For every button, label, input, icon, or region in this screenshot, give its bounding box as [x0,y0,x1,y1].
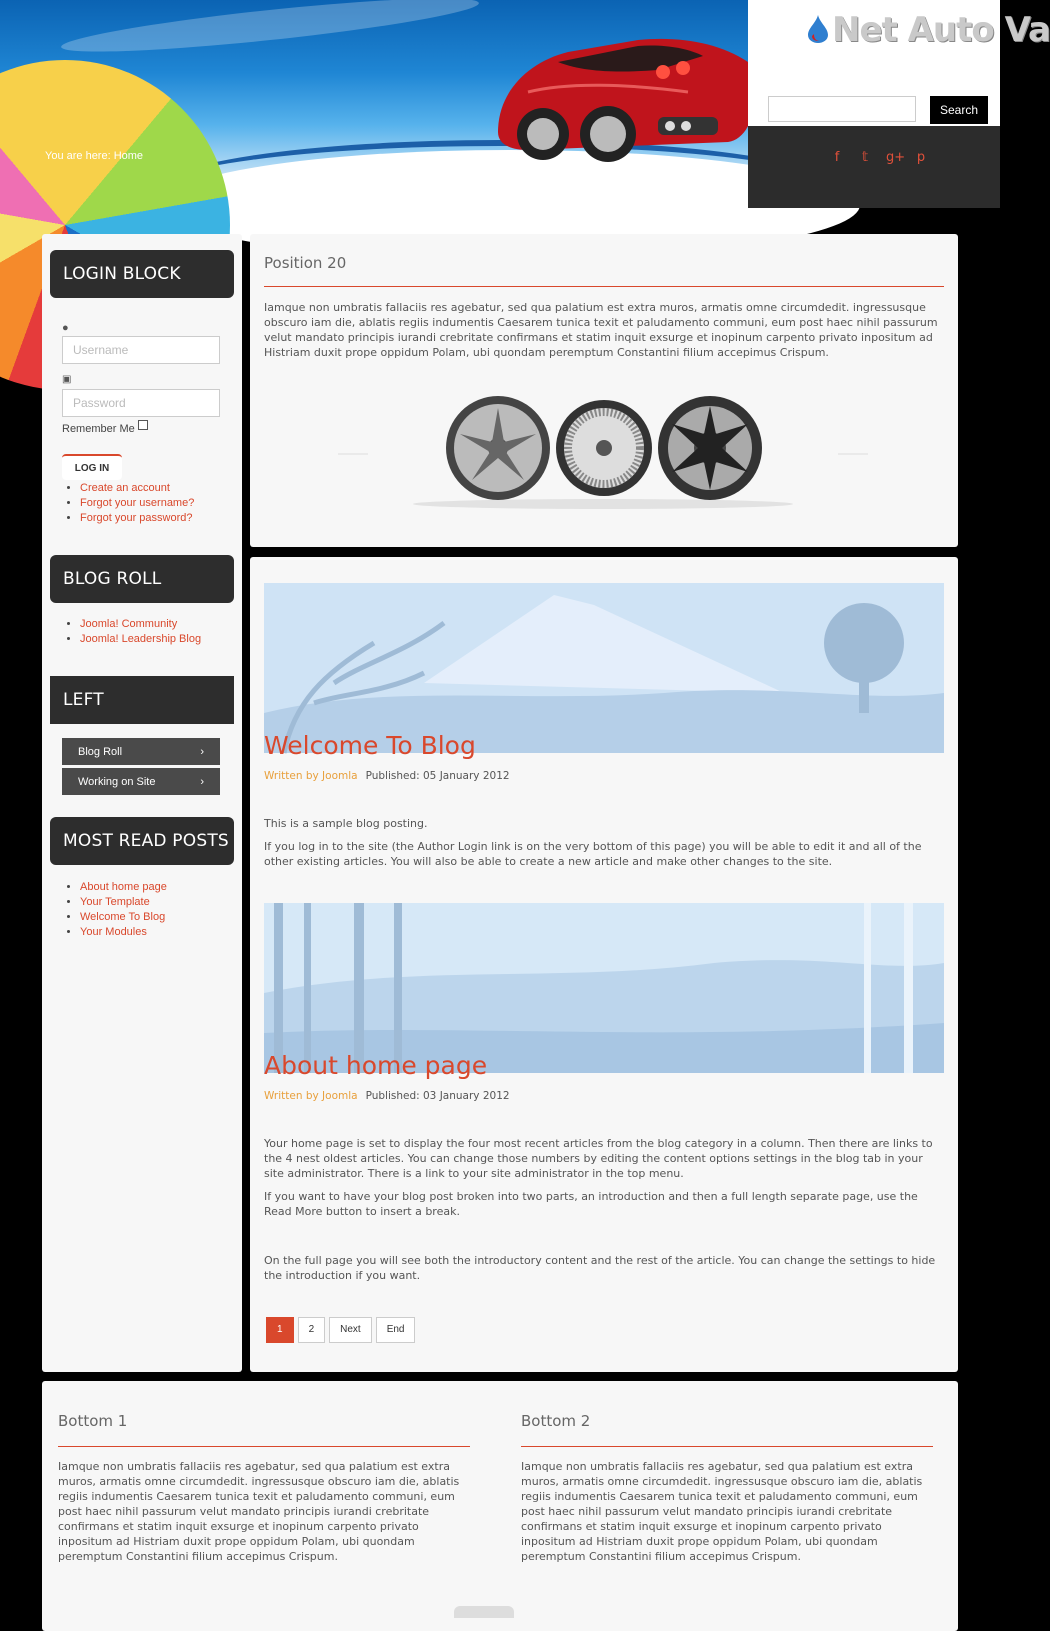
site-logo[interactable] [806,10,1050,50]
joomla-community-link[interactable]: Joomla! Community [80,618,178,630]
login-links [80,481,194,526]
page-2-button[interactable]: 2 [298,1317,326,1343]
post-meta [264,1090,510,1102]
list-item [80,632,201,647]
post-meta [264,770,510,782]
post-paragraph: If you log in to the site (the Author Login link is on the very bottom of this page) you will be able to edit it and all of the other existing articles. You will also be able to create a new article and make other changes to the site. [264,840,922,868]
password-field[interactable]: Password [62,389,220,417]
twitter-icon[interactable]: 𝕥 [861,150,869,165]
bottom-modules [42,1381,958,1631]
post-author: Written by Joomla [264,1090,358,1102]
module-title: Position 20 [264,254,347,272]
blog-roll-links [80,617,201,647]
red-sports-car-image [488,22,758,162]
bottom-1-text: Iamque non umbratis fallaciis res agebatur, sed qua palatium est extra muros, armatis omne circumdedit. ingressusque obscuro iam die, ablatis regiis indumentis Caesarem tunica texit et paludamento communi, eum post haec nihil passurum velut mandato principis iurandi crebritate confirmans et statim inquit exsurge et inopinum carpento privato inpositum ad Histriam duxit prope oppidum Polam, ubi quondam peremptum Constantini filium accepimus Crispum. [58,1460,460,1563]
blog-roll-title: BLOG ROLL [50,555,234,603]
page-1-button[interactable]: 1 [266,1317,294,1343]
list-item [80,880,167,895]
end-page-button[interactable]: End [376,1317,416,1343]
footer-decoration [454,1606,514,1618]
post-title[interactable]: Welcome To Blog [264,731,476,760]
module-text: Iamque non umbratis fallaciis res agebatur, sed qua palatium est extra muros, armatis omne circumdedit. ingressusque obscuro iam die, ablatis regiis indumentis Caesarem tunica texit et paludamento communi, eum post haec nihil passurum velut mandato principis iurandi crebritate confirmans et statim inquit exsurge et inopinum carpento privato inpositum ad Histriam duxit prope oppidum Polam, ubi quondam peremptum Constantini filium accepimus Crispum. [264,301,938,359]
position20-module [250,234,958,547]
blog-image-mountain [264,583,944,753]
lock-icon: ▣ [62,374,72,385]
remember-me-label: Remember Me [62,423,135,435]
list-item [80,511,194,526]
remember-me-checkbox[interactable] [138,420,148,430]
menu-item-label: Blog Roll [78,745,123,758]
menu-item-blog-roll[interactable] [62,738,220,765]
banner-sky-streak [60,0,481,62]
site-header [0,0,1050,208]
left-sidebar [42,234,242,1372]
search-input[interactable] [768,96,916,122]
most-read-link[interactable]: Welcome To Blog [80,911,166,923]
login-block-title: LOGIN BLOCK [50,250,234,298]
most-read-link[interactable]: Your Modules [80,926,147,938]
list-item [80,895,167,910]
menu-item-label: Working on Site [78,775,156,788]
social-links [830,150,928,165]
post-paragraph: If you want to have your blog post broken into two parts, an introduction and then a full length separate page, use the Read More button to insert a break. [264,1190,918,1218]
post-date: Published: 05 January 2012 [365,770,510,782]
post-title[interactable]: About home page [264,1051,488,1080]
breadcrumb: You are here: Home [45,150,144,162]
module-divider [264,286,944,287]
google-plus-icon[interactable]: g+ [886,150,906,165]
username-field[interactable]: Username [62,336,220,364]
facebook-icon[interactable]: f [834,150,840,165]
forgot-password-link[interactable]: Forgot your password? [80,512,193,524]
list-item [80,910,167,925]
joomla-leadership-link[interactable]: Joomla! Leadership Blog [80,633,202,645]
most-read-link[interactable]: Your Template [80,896,150,908]
chevron-right-icon: › [200,745,204,758]
pagination [266,1317,415,1343]
list-item [80,496,194,511]
post-paragraph: On the full page you will see both the introductory content and the rest of the article. You can change the settings to hide the introduction if you want. [264,1254,936,1282]
blog-content [250,557,958,1372]
list-item [80,481,194,496]
most-read-links [80,880,167,940]
login-button[interactable]: LOG IN [62,454,122,480]
user-icon: ● [62,322,69,334]
left-menu-title: LEFT [50,676,234,724]
post-paragraph: Your home page is set to display the four most recent articles from the blog category in a column. Then there are links to the 4 nest oldest articles. You can change those numbers by editing the content options settings in the blog tab in your site administrator. There is a link to your site administrator in the top menu. [264,1137,933,1180]
chevron-right-icon: › [200,775,204,788]
header-banner [0,0,748,208]
post-paragraph: This is a sample blog posting. [264,817,428,830]
search-button[interactable]: Search [930,96,988,124]
most-read-link[interactable]: About home page [80,881,167,893]
menu-item-working-on-site[interactable] [62,768,220,795]
blog-image-bamboo [264,903,944,1073]
post-date: Published: 03 January 2012 [365,1090,510,1102]
alloy-wheels-image [338,394,868,514]
bottom-2-text: Iamque non umbratis fallaciis res agebatur, sed qua palatium est extra muros, armatis omne circumdedit. ingressusque obscuro iam die, ablatis regiis indumentis Caesarem tunica texit et paludamento communi, eum post haec nihil passurum velut mandato principis iurandi crebritate confirmans et statim inquit exsurge et inopinum carpento privato inpositum ad Histriam duxit prope oppidum Polam, ubi quondam peremptum Constantini filium accepimus Crispum. [521,1460,923,1563]
bottom-1-title: Bottom 1 [58,1412,128,1430]
module-divider [58,1446,470,1447]
most-read-title: MOST READ POSTS [50,817,234,865]
pinterest-icon[interactable]: p [916,150,926,165]
post-author: Written by Joomla [264,770,358,782]
bottom-2-title: Bottom 2 [521,1412,591,1430]
list-item [80,617,201,632]
logo-area [748,0,1050,126]
create-account-link[interactable]: Create an account [80,482,170,494]
next-page-button[interactable]: Next [329,1317,372,1343]
header-right-panel [748,0,1050,208]
logo-text: Net Auto Va [832,10,1050,50]
module-divider [521,1446,933,1447]
forgot-username-link[interactable]: Forgot your username? [80,497,195,509]
list-item [80,925,167,940]
